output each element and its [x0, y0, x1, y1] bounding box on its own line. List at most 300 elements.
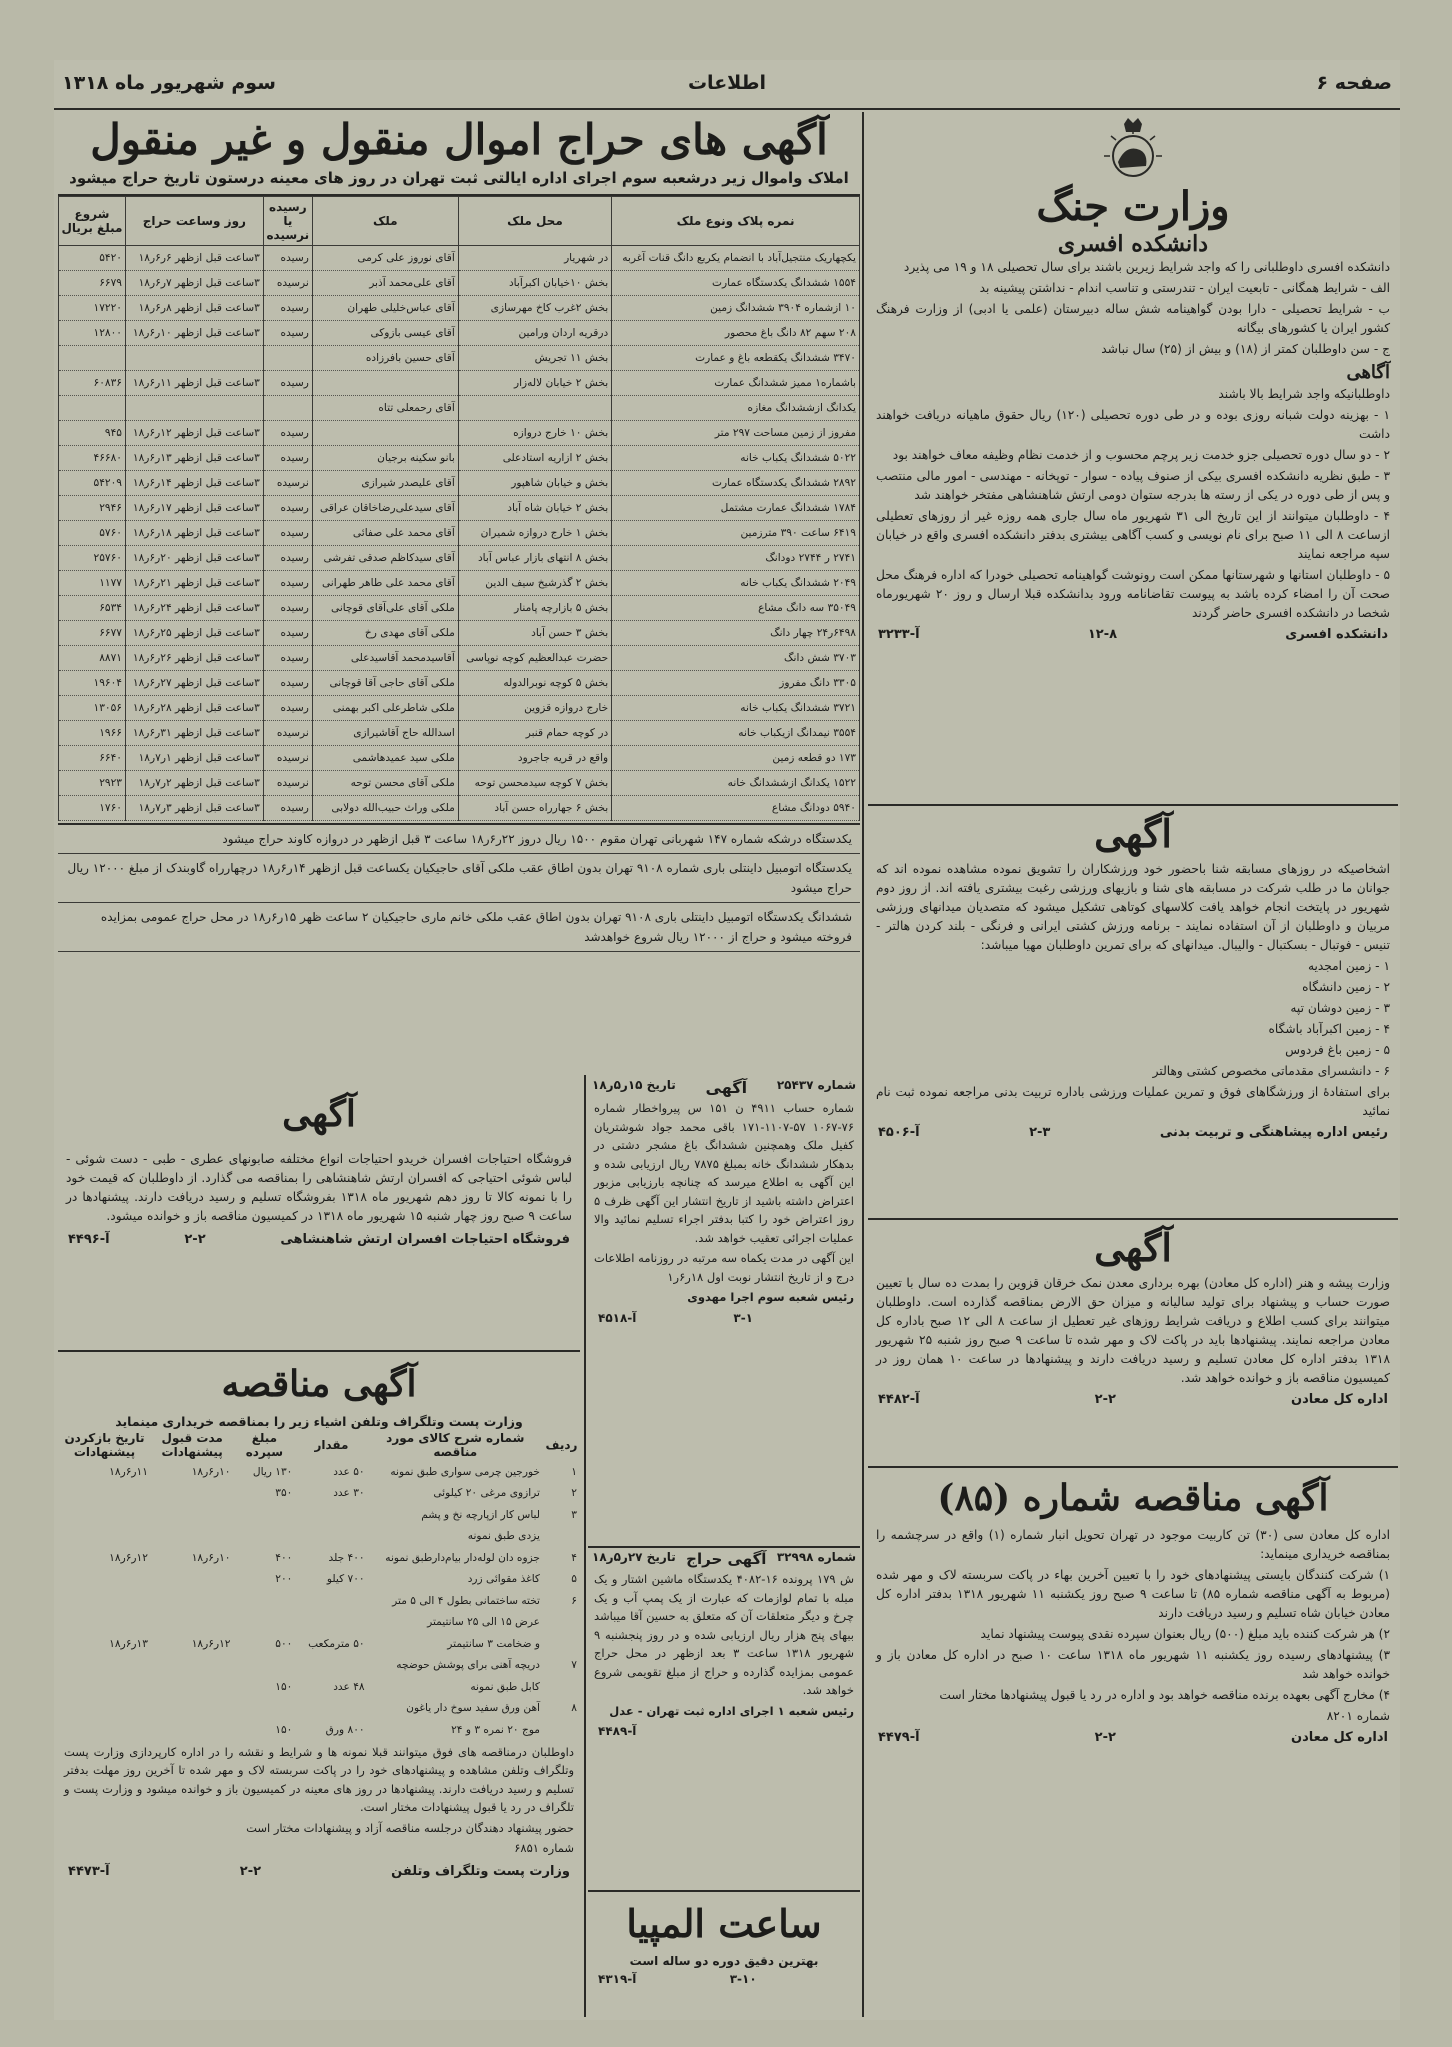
auction-cell: بخش و خیابان شاهپور [458, 471, 611, 496]
tender-cell: آهن ورق سفید سوخ دار یاغون [406, 1702, 540, 1715]
column-rule [584, 1075, 586, 2017]
ad-date: ۲-۲ [184, 1232, 206, 1247]
auction-cell: بخش ۱۰ خارج دروازه [458, 421, 611, 446]
officers-store-ad [58, 1078, 580, 1352]
lion-and-sun-emblem-icon [1098, 114, 1168, 184]
ad-date: ۳-۱ [733, 1310, 754, 1325]
auction-cell: آقای محمد علی طاهر طهرانی [312, 571, 458, 596]
auction-cell: ۳۵۵۴ نیمدانگ ازیکباب خانه [612, 721, 860, 746]
auction-cell: ۲۰۴۹ ششدانگ یکباب خانه [612, 571, 860, 596]
tender-column-header: ردیف [545, 1438, 578, 1452]
field-item: ۶ - دانشسرای مقدماتی مخصوص کشتی وهالتر [1152, 1064, 1390, 1078]
tender-cell: خورجین چرمی سواری طبق نمونه [390, 1465, 540, 1478]
auction-note: ششدانگ یکدستگاه اتومبیل داینتلی باری ۹۱۰۸ تهران بدون اطاق عقب ملکی خانم ماری حاجیکیان ۲ ساعت ظهر ۱۵ر۶ر۱۸ در محل حراج عمومی بمزایده فروخته میشود و حراج از ۱۲۰۰۰ ریال شروع خواهدشد [58, 903, 860, 952]
tender-cell [233, 1526, 295, 1548]
war-condition: الف - شرایط همگانی - تابعیت ایران - تندرستی و تناسب اندام - نداشتن پیشینه بد [979, 281, 1390, 295]
auction-cell: ۳ساعت قبل ازظهر ۳ر۷ر۱۸ [125, 796, 263, 821]
tender-row [58, 1590, 580, 1612]
auction-cell: ۳ساعت قبل ازظهر ۲۷ر۶ر۱۸ [125, 671, 263, 696]
tender-cell [151, 1504, 234, 1526]
tender-table-header [58, 1429, 580, 1461]
auction-row [59, 521, 860, 546]
tender-cell: یزدی طبق نمونه [467, 1530, 540, 1543]
ad-signature: اداره کل معادن [1291, 1392, 1388, 1407]
auction-cell: بخش ۱۱ تجریش [458, 346, 611, 371]
auction-cell: ۶۵۳۴ [59, 596, 126, 621]
auction-cell [59, 396, 126, 421]
auction-cell: ۱۲۸۰۰ [59, 321, 126, 346]
auction-cell: رسیده [263, 296, 312, 321]
tender-cell: ۴۰۰ [275, 1551, 293, 1564]
auction-cell: نرسیده [263, 271, 312, 296]
tender-column-header: مبلغ سپرده [245, 1431, 284, 1459]
tender-cell: ۳۵۰ [275, 1487, 293, 1500]
auction-cell: رسیده [263, 571, 312, 596]
tender-cell [58, 1590, 151, 1612]
clock-ad [588, 1894, 860, 2014]
auction-cell [125, 396, 263, 421]
auction-row [59, 396, 860, 421]
auction-cell: آقای عباس‌خلیلی طهران [312, 296, 458, 321]
auction-cell: ۳ساعت قبل ازظهر ۱۰ر۶ر۱۸ [125, 321, 263, 346]
auction-cell [125, 346, 263, 371]
sports-ad [868, 808, 1398, 1220]
ad-title: آگهی [1094, 1225, 1172, 1270]
ad-date: ۲-۲ [239, 1863, 262, 1879]
auction-cell: درقریه اردان ورامین [458, 321, 611, 346]
tender-row [58, 1569, 580, 1591]
tender-cell [295, 1698, 367, 1720]
tender-cell: ۸ [571, 1702, 577, 1715]
sports-footer: برای استفادهٔ از ورزشگاهای فوق و تمرین عملیات ورزشی باداره تربیت بدنی مراجعه نموده ثبت نام نمائید [876, 1085, 1390, 1118]
ad-date: ۱۲-۸ [1087, 627, 1118, 642]
auction-cell: رسیده [263, 646, 312, 671]
auction-cell: رسیده [263, 371, 312, 396]
auction-cell: رسیده [263, 246, 312, 271]
registry1-footer: این آگهی در مدت یکماه سه مرتبه در روزنامه اطلاعات درج و از تاریخ انتشار نوبت اول ۱۸ر۶ر۱ [594, 1251, 854, 1284]
ad-date: ۲-۳ [1029, 1125, 1051, 1140]
tender-cell [58, 1676, 151, 1698]
notice-item: ۳ - طبق نظریه دانشکده افسری بیکی از صنوف پیاده - سوار - توپخانه - مهندسی - امور مالی منتصب و پس از طی دوره در یکی از رسته ها بدرجه ستوان دومی ارتش شاهنشاهی مفتخر خواهند شد [876, 469, 1390, 502]
ad-title: آگهی [705, 1078, 748, 1097]
auction-cell: ۶۶۷۷ [59, 621, 126, 646]
auction-cell: بخش ۸ انتهای بازار عباس آباد [458, 546, 611, 571]
auction-cell: بخش ۲ ازاریه استادعلی [458, 446, 611, 471]
auction-cell: بخش ۳ حسن آباد [458, 621, 611, 646]
auction-cell: نرسیده [263, 471, 312, 496]
auction-cell: ۳ساعت قبل ازظهر ۲۶ر۶ر۱۸ [125, 646, 263, 671]
tender-cell: ۴ [571, 1551, 577, 1564]
auction-cell: ۳۴۷۰ ششدانگ یکقطعه باغ و عمارت [612, 346, 860, 371]
auction-row [59, 596, 860, 621]
ad-ref: آ-۴۴۹۶ [68, 1232, 110, 1247]
ad-ref: آ-۳۲۳۳ [878, 627, 920, 642]
auction-row [59, 371, 860, 396]
tender-cell [543, 1612, 580, 1634]
tender-body: داوطلبان درمناقصه های فوق میتوانند قبلا نمونه ها و شرایط و نقشه را در اداره کارپردازی وزارت پست وتلگراف وتلفن مشاهده و پیشنهادهای خود را در پاکت سربسته لاک و مهر شده تا آخرین روز مهلت بدفتر تسلیم و رسید دریافت دارند. پیشنهادها در روز های معینه در کمیسیون باز و خوانده میشود و وزارت پست و تلگراف در رد یا قبول پیشنهادات مختار است. [64, 1744, 574, 1814]
auction-cell: آقای سیدکاظم صدقی تفرشی [312, 546, 458, 571]
auction-cell: مفروز از زمین مساحت ۲۹۷ متر [612, 421, 860, 446]
auction-cell: ۵۰۲۲ ششدانگ یکباب خانه [612, 446, 860, 471]
auction-row [59, 771, 860, 796]
ad-number: شماره ۳۲۹۹۸ [776, 1550, 856, 1564]
notice-item: ۲ - دو سال دوره تحصیلی جزو خدمت زیر پرچم محسوب و از خدمت نظام وظیفه معاف خواهند بود [892, 448, 1390, 462]
ad-ref: آ-۴۵۰۶ [878, 1125, 920, 1140]
tender-row [58, 1633, 580, 1655]
auction-cell: ۱۷۳ دو قطعه زمین [612, 746, 860, 771]
auction-cell: باشماره۱ ممیز ششدانگ عمارت [612, 371, 860, 396]
auction-cell: بانو سکینه برجیان [312, 446, 458, 471]
auction-cell: ۳ساعت قبل ازظهر ۱۲ر۶ر۱۸ [125, 421, 263, 446]
ptt-tender-ad [58, 1354, 580, 2016]
tender-cell [543, 1633, 580, 1655]
auction-cell: ۳ساعت قبل ازظهر ۲۵ر۶ر۱۸ [125, 621, 263, 646]
tender-cell: ۱۲ر۶ر۱۸ [191, 1637, 231, 1650]
auction-cell: ۲۹۴۶ [59, 496, 126, 521]
auction-cell: رسیده [263, 421, 312, 446]
auction-column-header: روز وساعت حراج [125, 197, 263, 246]
tender-cell: تخته ساختمانی بطول ۴ الی ۵ متر [392, 1594, 540, 1607]
tender85-item: ۱) شرکت کنندگان بایستی پیشنهادهای خود را با تعیین آخرین بهاء در پاکت سربسته لاک و مهر شده (مربوط به آگهی مناقصه شماره ۸۵) تا ساعت ۹ صبح روز یکشنبه ۱۱ شهریور ۱۳۱۸ بدفتر اداره کل معادن خیابان شاه تسلیم و رسید دریافت دارند [876, 1568, 1390, 1620]
masthead [54, 64, 1400, 110]
auction-row [59, 696, 860, 721]
auction-cell: ۳ساعت قبل ازظهر ۲ر۷ر۱۸ [125, 771, 263, 796]
auction-cell: ۳۳۰۵ دانگ مفروز [612, 671, 860, 696]
auction-cell: ۲۰۸ سهم ۸۲ دانگ باغ محصور [612, 321, 860, 346]
tender-cell: ۱۳۰ ریال [252, 1465, 293, 1478]
ad-signature: رئیس اداره پیشاهنگی و تربیت بدنی [1159, 1125, 1388, 1140]
tender-cell: ۱۳ر۶ر۱۸ [109, 1637, 148, 1650]
tender-column-header: مقدار [314, 1438, 349, 1452]
ad-signature: وزارت پست وتلگراف وتلفن [391, 1863, 570, 1879]
tender-cell: عرض ۱۵ الی ۲۵ سانتیمتر [427, 1616, 540, 1629]
tender-cell: ۱۰ر۶ر۱۸ [191, 1465, 231, 1478]
auction-cell: ۲۷۴۱ ر ۲۷۴۴ دودانگ [612, 546, 860, 571]
auction-cell: رسیده [263, 446, 312, 471]
tender-cell [151, 1483, 234, 1505]
auction-cell: ۹۴۵ [59, 421, 126, 446]
auction-cell: حضرت عبدالعظیم کوچه نوپاسی [458, 646, 611, 671]
auction-cell: آقای رحمعلی تتاه [312, 396, 458, 421]
auction-title: آگهی های حراج اموال منقول و غیر منقول [90, 115, 828, 164]
auction-cell: ملکی شاطرعلی اکبر بهمنی [312, 696, 458, 721]
tender-column-header: شماره شرح کالای مورد مناقصه [386, 1431, 525, 1459]
auction-row [59, 546, 860, 571]
tender-cell [151, 1676, 234, 1698]
ad-number: شماره ۲۵۴۳۷ [776, 1078, 856, 1092]
tender-cell [295, 1526, 367, 1548]
auction-note: یکدستگاه درشکه شماره ۱۴۷ شهربانی تهران مقوم ۱۵۰۰ ریال دروز ۲۲ر۶ر۱۸ ساعت ۳ قبل ازظهر در دروازه کاوند حراج میشود [58, 825, 860, 854]
tender-cell [295, 1504, 367, 1526]
auction-cell: بخش ۷ کوچه سیدمحسن توحه [458, 771, 611, 796]
clock-subtitle: بهترین دقیق دوره دو ساله است [629, 1954, 819, 1968]
page-number: صفحه ۶ [1316, 72, 1392, 94]
mines-body: وزارت پیشه و هنر (اداره کل معادن) بهره برداری معدن نمک خرقان قزوین را بمدت ده سال با تعیین صورت حساب و پیشنهاد برای تولید سالیانه و میزان حق الارض بمناقصه گذارده است. داوطلبان میتوانند برای کسب اطلاع و دریافت شرایط روزهای غیر تعطیل از ساعت ۸ الی ۱۲ صبح باداره کل معادن مراجعه نمایند. پیشنهادها باید در پاکت لاک و مهر شده تا ساعت ۹ صبح روز شنبه ۲۵ شهریور ۱۳۱۸ بدفتر اداره کل معادن تسلیم و رسید دریافت دارند و پیشنهادها در ساعت ۱۰ همان روز در کمیسیون مناقصه باز و خوانده خواهد شد. [876, 1276, 1390, 1385]
auction-cell: ملکی آقای علی‌آقای قوچانی [312, 596, 458, 621]
auction-cell: ۳ساعت قبل ازظهر ۸ر۶ر۱۸ [125, 296, 263, 321]
tender-cell: ۴۰۰ جلد [328, 1551, 365, 1564]
auction-row [59, 571, 860, 596]
auction-cell: ۳ساعت قبل ازظهر ۱۳ر۶ر۱۸ [125, 446, 263, 471]
auction-cell: واقع در قریه جاجرود [458, 746, 611, 771]
tender-cell [58, 1698, 151, 1720]
tender-row [58, 1504, 580, 1526]
auction-cell: آقای حسین بافرزاده [312, 346, 458, 371]
auction-cell [59, 346, 126, 371]
auction-cell: ۸۸۷۱ [59, 646, 126, 671]
tender-row [58, 1547, 580, 1569]
tender85-body: اداره کل معادن سی (۳۰) تن کاربیت موجود در تهران تحویل انبار شماره (۱) واقع در سرچشمه را بمناقصه خریداری مینماید: [876, 1528, 1390, 1561]
auction-cell: ۳ساعت قبل ازظهر ۱۴ر۶ر۱۸ [125, 471, 263, 496]
tender-cell: ۱۵۰ [275, 1723, 293, 1736]
ad-title: ساعت المپیا [626, 1901, 822, 1946]
tender-row [58, 1461, 580, 1483]
ad-signature: فروشگاه احتیاجات افسران ارتش شاهنشاهی [280, 1232, 570, 1247]
auction-cell: بخش ۶ جهارراه حسن آباد [458, 796, 611, 821]
auction-section [58, 114, 860, 1054]
auction-cell: رسیده [263, 796, 312, 821]
ministry-title: وزارت جنگ [1036, 183, 1230, 230]
ad-ref: آ-۴۴۸۲ [878, 1392, 920, 1407]
auction-cell: اسدالله حاج آقاشیرازی [312, 721, 458, 746]
auction-cell: ۲۸۹۲ ششدانگ یکدستگاه عمارت [612, 471, 860, 496]
auction-cell: رسیده [263, 496, 312, 521]
tender-cell: ۵۰ عدد [333, 1465, 365, 1478]
auction-cell: ۳ساعت قبل ازظهر ۲۰ر۶ر۱۸ [125, 546, 263, 571]
auction-cell: ۳ساعت قبل ازظهر ۱۱ر۶ر۱۸ [125, 371, 263, 396]
tender-cell [58, 1655, 151, 1677]
school-title: دانشکده افسری [1057, 231, 1209, 257]
auction-row [59, 496, 860, 521]
ad-date: تاریخ ۱۵ر۵ر۱۸ [592, 1078, 676, 1092]
auction-cell: نرسیده [263, 721, 312, 746]
auction-cell: ۳ساعت قبل ازظهر ۲۸ر۶ر۱۸ [125, 696, 263, 721]
tender-cell: ۲۰۰ [275, 1573, 293, 1586]
notice-intro: داوطلبانیکه واجد شرایط بالا باشند [1218, 387, 1390, 401]
war-condition: ج - سن داوطلبان کمتر از (۱۸) و بیش از (۲۵) سال نباشد [1101, 342, 1390, 356]
auction-cell: ۱۹۶۶ [59, 721, 126, 746]
auction-cell: در شهریار [458, 246, 611, 271]
tender-cell [151, 1526, 234, 1548]
notice-item: ۴ - داوطلبان میتوانند از این تاریخ الی ۳۱ شهریور ماه سال جاری همه روزه غیر از روزهای تعطیلی ازساعت ۸ الی ۱۱ صبح برای نام نویسی و کسب آگاهی بیشتری بدفتر دانشکده افسری واقع در خیابان سپه مراجعه نمایند [876, 509, 1391, 561]
officers-body: فروشگاه احتیاجات افسران خریدو احتیاجات انواع مختلفه صابونهای عطری - طبی - دست شوئی - لباس شوئی احتیاجی که افسران ارتش شاهنشاهی را بمناقصه می گذارد. از داوطلبان که قیمت خود را با نمونه کالا تا روز دهم شهریور ماه ۱۳۱۸ بفروشگاه تسلیم و رسید دریافت دارند. پیشنهادها در ساعت ۹ صبح روز چهار شنبه ۱۵ شهریور ماه ۱۳۱۸ در کمیسیون مناقصه باز و خوانده میشود. [66, 1152, 572, 1223]
auction-cell: ۵۴۲۰ [59, 246, 126, 271]
auction-note: یکدستگاه اتومبیل داینتلی باری شماره ۹۱۰۸ تهران بدون اطاق عقب ملکی آقای حاجیکیان یکساعت قبل ازظهر ۱۴ر۶ر۱۸ درچهارراه گاوبندک از مبلغ ۱۲۰۰۰ ریال حراج میشود [58, 854, 860, 903]
auction-cell: بخش ۲غرب کاخ مهرسازی [458, 296, 611, 321]
tender-cell [151, 1698, 234, 1720]
ad-title: آگهی مناقصه [221, 1363, 417, 1405]
auction-row [59, 271, 860, 296]
tender-cell: ۵ [571, 1573, 577, 1586]
tender85-item: ۳) پیشنهادهای رسیده روز یکشنبه ۱۱ شهریور ماه ۱۳۱۸ ساعت ۱۰ صبح در اداره کل معادن باز و خوانده خواهد شد [876, 1648, 1390, 1681]
ad-date: ۲-۲ [1094, 1392, 1116, 1407]
auction-cell [312, 371, 458, 396]
tender-cell: و ضخامت ۳ سانتیمتر [447, 1637, 540, 1650]
auction-cell: ملکی آقای مهدی رخ [312, 621, 458, 646]
tender85-item: ۴) مخارج آگهی بعهده برنده مناقصه خواهد بود و اداره در رد یا قبول پیشنهادها مختار است [939, 1688, 1390, 1702]
auction-cell: نرسیده [263, 771, 312, 796]
tender-cell: ۱ [571, 1465, 577, 1478]
tender-cell [58, 1719, 151, 1741]
auction-cell: بخش ۱ خارج دروازه شمیران [458, 521, 611, 546]
auction-column-header: ملک [312, 197, 458, 246]
war-intro: دانشکده افسری داوطلبانی را که واجد شرایط زیرین باشند برای سال تحصیلی ۱۸ و ۱۹ می پذیرد [903, 260, 1390, 274]
tender-row [58, 1612, 580, 1634]
tender-cell [543, 1719, 580, 1741]
auction-cell: نرسیده [263, 746, 312, 771]
tender-cell [233, 1590, 295, 1612]
auction-table-header [59, 197, 860, 246]
ad-date: تاریخ ۲۷ر۵ر۱۸ [592, 1550, 676, 1564]
tender-cell: ۳ [571, 1508, 577, 1521]
auction-subtitle: املاک واموال زیر درشعبه سوم اجرای اداره ایالتی ثبت تهران در روز های معینه درستون تاریخ حراج میشود [58, 166, 860, 196]
tender85-number: شماره ۸۲۰۱ [1326, 1709, 1390, 1723]
auction-cell: آقای عیسی بازوکی [312, 321, 458, 346]
auction-cell: آقای علیصدر شیرازی [312, 471, 458, 496]
tender-cell: ۵۰۰ [275, 1637, 293, 1650]
auction-cell: ۶۴۹۸ر۲۴ چهار دانگ [612, 621, 860, 646]
auction-cell: ۳ساعت قبل ازظهر ۳۱ر۶ر۱۸ [125, 721, 263, 746]
tender-intro: وزارت پست وتلگراف وتلفن اشیاء زیر را بمناقصه خریداری مینماید [115, 1414, 523, 1429]
auction-cell: ملکی آقای حاجی آقا قوچانی [312, 671, 458, 696]
auction-row [59, 721, 860, 746]
tender-cell [295, 1655, 367, 1677]
tender-cell [295, 1590, 367, 1612]
field-item: ۲ - زمین دانشگاه [1302, 980, 1390, 994]
notice-item: ۵ - داوطلبان استانها و شهرستانها ممکن است رونوشت گواهینامه تحصیلی خودرا که اداره فرهنگ محل صحت آن را امضاء کرده باشد به پیوست تقاضانامه ورود بدانشکده قبلا ارسال و روز ۲۰ شهریورماه شخصا در دانشکده افسری حاضر گردند [876, 568, 1390, 620]
notice-heading: آگاهی [1346, 362, 1390, 383]
auction-row [59, 746, 860, 771]
ad-title: آگهی حراج [686, 1550, 767, 1568]
ad-ref: آ-۴۴۸۹ [598, 1724, 637, 1738]
auction-row [59, 321, 860, 346]
registry2-footer: رئیس شعبه ۱ اجرای اداره ثبت تهران - عدل [609, 1703, 854, 1718]
tender-cell [543, 1676, 580, 1698]
tender-cell: ۱۱ر۶ر۱۸ [109, 1465, 148, 1478]
war-ministry-ad [868, 114, 1398, 806]
auction-row [59, 471, 860, 496]
tender-table [58, 1429, 580, 1741]
ad-signature: رئیس شعبه سوم اجرا مهدوی [687, 1290, 854, 1304]
ad-ref: آ-۴۵۱۸ [598, 1310, 637, 1325]
tender-cell [543, 1526, 580, 1548]
auction-cell: ۵۷۶۰ [59, 521, 126, 546]
auction-cell [263, 346, 312, 371]
auction-cell: خارج دروازه قزوین [458, 696, 611, 721]
auction-cell: ۴۶۶۸۰ [59, 446, 126, 471]
auction-cell: ۳ساعت قبل ازظهر ۱۷ر۶ر۱۸ [125, 496, 263, 521]
auction-row [59, 446, 860, 471]
auction-cell: ۱۵۲۲ یکدانگ ازششدانگ خانه [612, 771, 860, 796]
auction-row [59, 796, 860, 821]
auction-cell: ۱۷۸۴ ششدانگ عمارت مشتمل [612, 496, 860, 521]
auction-cell: ۶۶۷۹ [59, 271, 126, 296]
tender-cell: ۴۸ عدد [333, 1680, 365, 1693]
auction-row [59, 421, 860, 446]
auction-cell: بخش ۲ خیابان شاه آباد [458, 496, 611, 521]
auction-cell: بخش ۵ بازارچه پامنار [458, 596, 611, 621]
auction-cell: بخش ۲ خیابان لاله‌زار [458, 371, 611, 396]
auction-cell: ۶۰۸۳۶ [59, 371, 126, 396]
tender-cell [58, 1612, 151, 1634]
ad-signature: اداره کل معادن [1291, 1730, 1388, 1745]
auction-cell: آقای سیدعلی‌رضاخاقان عراقی [312, 496, 458, 521]
field-item: ۱ - زمین امجدیه [1307, 959, 1390, 973]
auction-cell: ۳۷۲۱ ششدانگ یکباب خانه [612, 696, 860, 721]
auction-cell: ۳ساعت قبل ازظهر ۲۱ر۶ر۱۸ [125, 571, 263, 596]
ad-date: ۳-۱۰ [729, 1972, 757, 1986]
tender-row [58, 1719, 580, 1741]
tender-cell: ۸۰۰ ورق [325, 1723, 365, 1736]
auction-cell: بخش ۲ گذرشیخ سیف الدین [458, 571, 611, 596]
tender-cell: ۶ [571, 1594, 577, 1607]
tender-cell [151, 1655, 234, 1677]
tender-cell: ۷۰۰ کیلو [326, 1573, 365, 1586]
tender-cell: کابل طبق نمونه [470, 1680, 540, 1693]
auction-column-header: شروع مبلغ بریال [59, 197, 126, 246]
auction-cell: یکچهاریک منتجیل‌آباد با انضمام یکربع دانگ قنات آغربه [612, 246, 860, 271]
tender-cell [233, 1612, 295, 1634]
auction-cell: ۵۴۲۰۹ [59, 471, 126, 496]
ad-ref: آ-۴۴۷۳ [68, 1863, 110, 1879]
field-item: ۵ - زمین باغ فردوس [1285, 1043, 1390, 1057]
tender-cell [58, 1504, 151, 1526]
tender-cell: دریچه آهنی برای پوشش حوضچه [396, 1659, 540, 1672]
tender-cell: کاغذ مقوائی زرد [467, 1573, 540, 1586]
auction-cell: ۳ساعت قبل ازظهر ۷ر۶ر۱۸ [125, 271, 263, 296]
auction-cell: رسیده [263, 321, 312, 346]
tender-row [58, 1698, 580, 1720]
tender-85-ad [868, 1470, 1398, 2015]
tender-row [58, 1483, 580, 1505]
auction-cell: ۳۵۰۴۹ سه دانگ مشاع [612, 596, 860, 621]
auction-cell [458, 396, 611, 421]
auction-cell: ۵۹۴۰ دودانگ مشاع [612, 796, 860, 821]
auction-row [59, 296, 860, 321]
auction-cell: ۲۹۲۳ [59, 771, 126, 796]
tender-cell [151, 1719, 234, 1741]
tender-cell [151, 1590, 234, 1612]
auction-cell [312, 421, 458, 446]
auction-row [59, 671, 860, 696]
tender-number: شماره ۶۸۵۱ [514, 1841, 574, 1855]
auction-cell: ملکی آقای محسن توحه [312, 771, 458, 796]
ad-signature: دانشکده افسری [1285, 627, 1388, 642]
ad-title: آگهی [282, 1093, 356, 1135]
ad-title: آگهی [1094, 811, 1172, 856]
tender-cell: ۱۵۰ [275, 1680, 293, 1693]
tender-cell: موج ۲۰ نمره ۳ و ۲۴ [451, 1723, 540, 1736]
notice-item: ۱ - بهزینه دولت شبانه روزی بوده و در طی دوره تحصیلی (۱۲۰) ریال حقوق ماهیانه دریافت خواهند داشت [876, 408, 1390, 441]
auction-cell: ۲۵۷۶۰ [59, 546, 126, 571]
auction-cell: رسیده [263, 546, 312, 571]
auction-cell: در کوچه حمام قنبر [458, 721, 611, 746]
auction-cell: رسیده [263, 521, 312, 546]
tender-cell [151, 1612, 234, 1634]
auction-column-header: رسیده یا نرسیده [263, 197, 312, 246]
column-rule [862, 112, 864, 2017]
auction-cell: آقای محمد علی صفائی [312, 521, 458, 546]
registry2-body: ش ۱۷۹ پرونده ۱۶-۴۰۸۲ یکدستگاه ماشین اشتار و یک مبله با تمام لوازمات که عبارت از یک پمپ آب و یک چرخ و دیگر متعلقات آن که متعلق به حسین آقا میباشد ببهای پنج هزار ریال ارزیابی شده و در روز پنجشنبه ۹ شهریور ۱۳۱۸ ساعت ۳ بعد ازظهر در محل حراج عمومی بمزایده گذارده و حراج از مبلغ تقویمی شروع خواهد شد. [594, 1572, 854, 1697]
registry-ad-1 [588, 1078, 860, 1548]
auction-row [59, 346, 860, 371]
sports-body: اشخاصیکه در روزهای مسابقه شنا باحضور خود ورزشکاران را تشویق نموده مشاهده نموده اند که جوانان ما در طلب شرکت در مسابقه های شنا و بازیهای ورزشی رغبت بیشتری یافته اند. از روز دوم شهریور در پایتخت انجام خواهد یافت کلاسهای کوتاهی تشکیل میشود که متصدیان میدانهای ورزشی مربیان و داوطلبان از آن استفاده نمایند - برنامه ورزش کشتی ایرانی و فرنگی - بلند کردن هالتر - تنیس - فوتبال - بسکتبال - والیبال. میدانهای که برای تمرین داوطلبان مهیا میباشد: [876, 862, 1390, 952]
auction-cell: ۱۷۲۲۰ [59, 296, 126, 321]
auction-cell: ۶۴۱۹ ساعت ۳۹۰ مترزمین [612, 521, 860, 546]
newspaper-name: اطلاعات [687, 72, 767, 94]
tender-cell: ۱۰ر۶ر۱۸ [191, 1551, 231, 1564]
tender-column-header: تاریخ بازکردن پیشنهادات [64, 1431, 145, 1459]
